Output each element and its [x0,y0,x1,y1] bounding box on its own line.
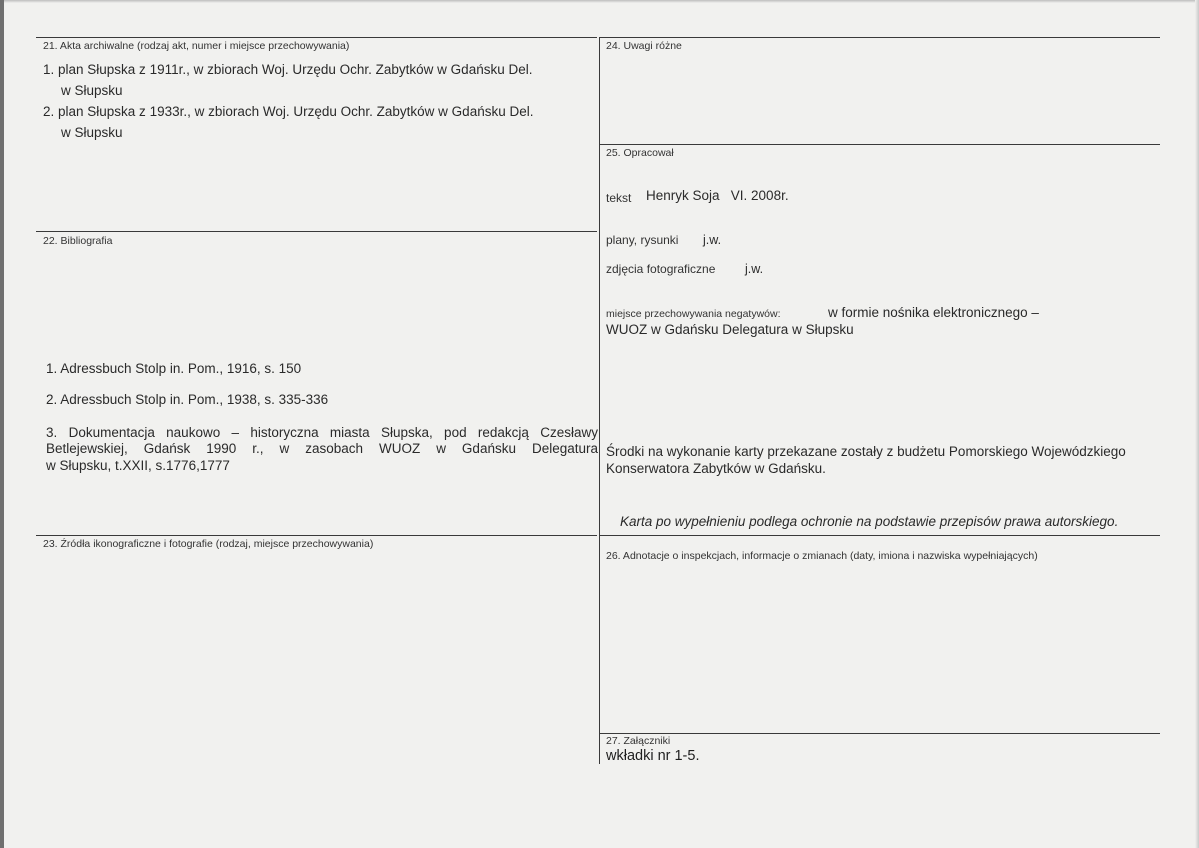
bibliography-item-3-line3: w Słupsku, t.XXII, s.1776,1777 [46,458,230,473]
card-left-edge [0,0,4,848]
divider-24-top [600,37,1160,38]
divider-25-top [600,144,1160,145]
tekst-value: Henryk Soja VI. 2008r. [646,188,789,203]
zdjecia-label: zdjęcia fotograficzne [606,262,716,276]
section-27-label: 27. Załączniki [606,735,671,747]
section-24-label: 24. Uwagi różne [606,40,682,52]
section-23-label: 23. Źródła ikonograficzne i fotografie (rodzaj, miejsce przechowywania) [43,538,374,550]
section-21-label: 21. Akta archiwalne (rodzaj akt, numer i miejsce przechowywania) [43,40,350,52]
archive-item-1-line2: w Słupsku [61,83,123,98]
plany-label: plany, rysunki [606,233,679,247]
section-22-label: 22. Bibliografia [43,235,113,247]
funding-note-line1: Środki na wykonanie karty przekazane zostały z budżetu Pomorskiego Wojewódzkiego [606,444,1126,459]
section-25-label: 25. Opracował [606,147,674,159]
divider-26-top [600,535,1160,536]
bibliography-item-2: 2. Adressbuch Stolp in. Pom., 1938, s. 335-336 [46,392,329,407]
column-divider [599,37,600,764]
section-26-label: 26. Adnotacje o inspekcjach, informacje o zmianach (daty, imiona i nazwiska wypełniających) [606,550,1038,562]
archive-item-1-line1: 1. plan Słupska z 1911r., w zbiorach Woj. Urzędu Ochr. Zabytków w Gdańsku Del. [43,62,533,77]
attachments-value: wkładki nr 1-5. [606,748,700,764]
divider-27-top [600,733,1160,734]
tekst-label: tekst [606,191,632,205]
card-right-edge [1195,0,1199,848]
zdjecia-value: j.w. [745,262,764,276]
archive-item-2-line2: w Słupsku [61,125,123,140]
negatywy-label: miejsce przechowywania negatywów: [606,308,781,320]
bibliography-item-3-line2: Betlejewskiej, Gdańsk 1990 r., w zasobach WUOZ w Gdańsku Delegatura [46,441,598,456]
divider-22-top [36,231,597,232]
plany-value: j.w. [703,233,722,247]
divider-23-top [36,535,597,536]
divider-21-top [36,37,597,38]
copyright-note: Karta po wypełnieniu podlega ochronie na podstawie przepisów prawa autorskiego. [620,514,1119,529]
archive-item-2-line1: 2. plan Słupska z 1933r., w zbiorach Woj. Urzędu Ochr. Zabytków w Gdańsku Del. [43,104,534,119]
bibliography-item-1: 1. Adressbuch Stolp in. Pom., 1916, s. 150 [46,361,302,376]
card-top-edge [0,0,1199,3]
bibliography-item-3-line1: 3. Dokumentacja naukowo – historyczna miasta Słupska, pod redakcją Czesławy [46,425,598,440]
funding-note-line2: Konserwatora Zabytków w Gdańsku. [606,461,826,476]
negatywy-value-line1: w formie nośnika elektronicznego – [828,305,1039,320]
negatywy-value-line2: WUOZ w Gdańsku Delegatura w Słupsku [606,322,854,337]
